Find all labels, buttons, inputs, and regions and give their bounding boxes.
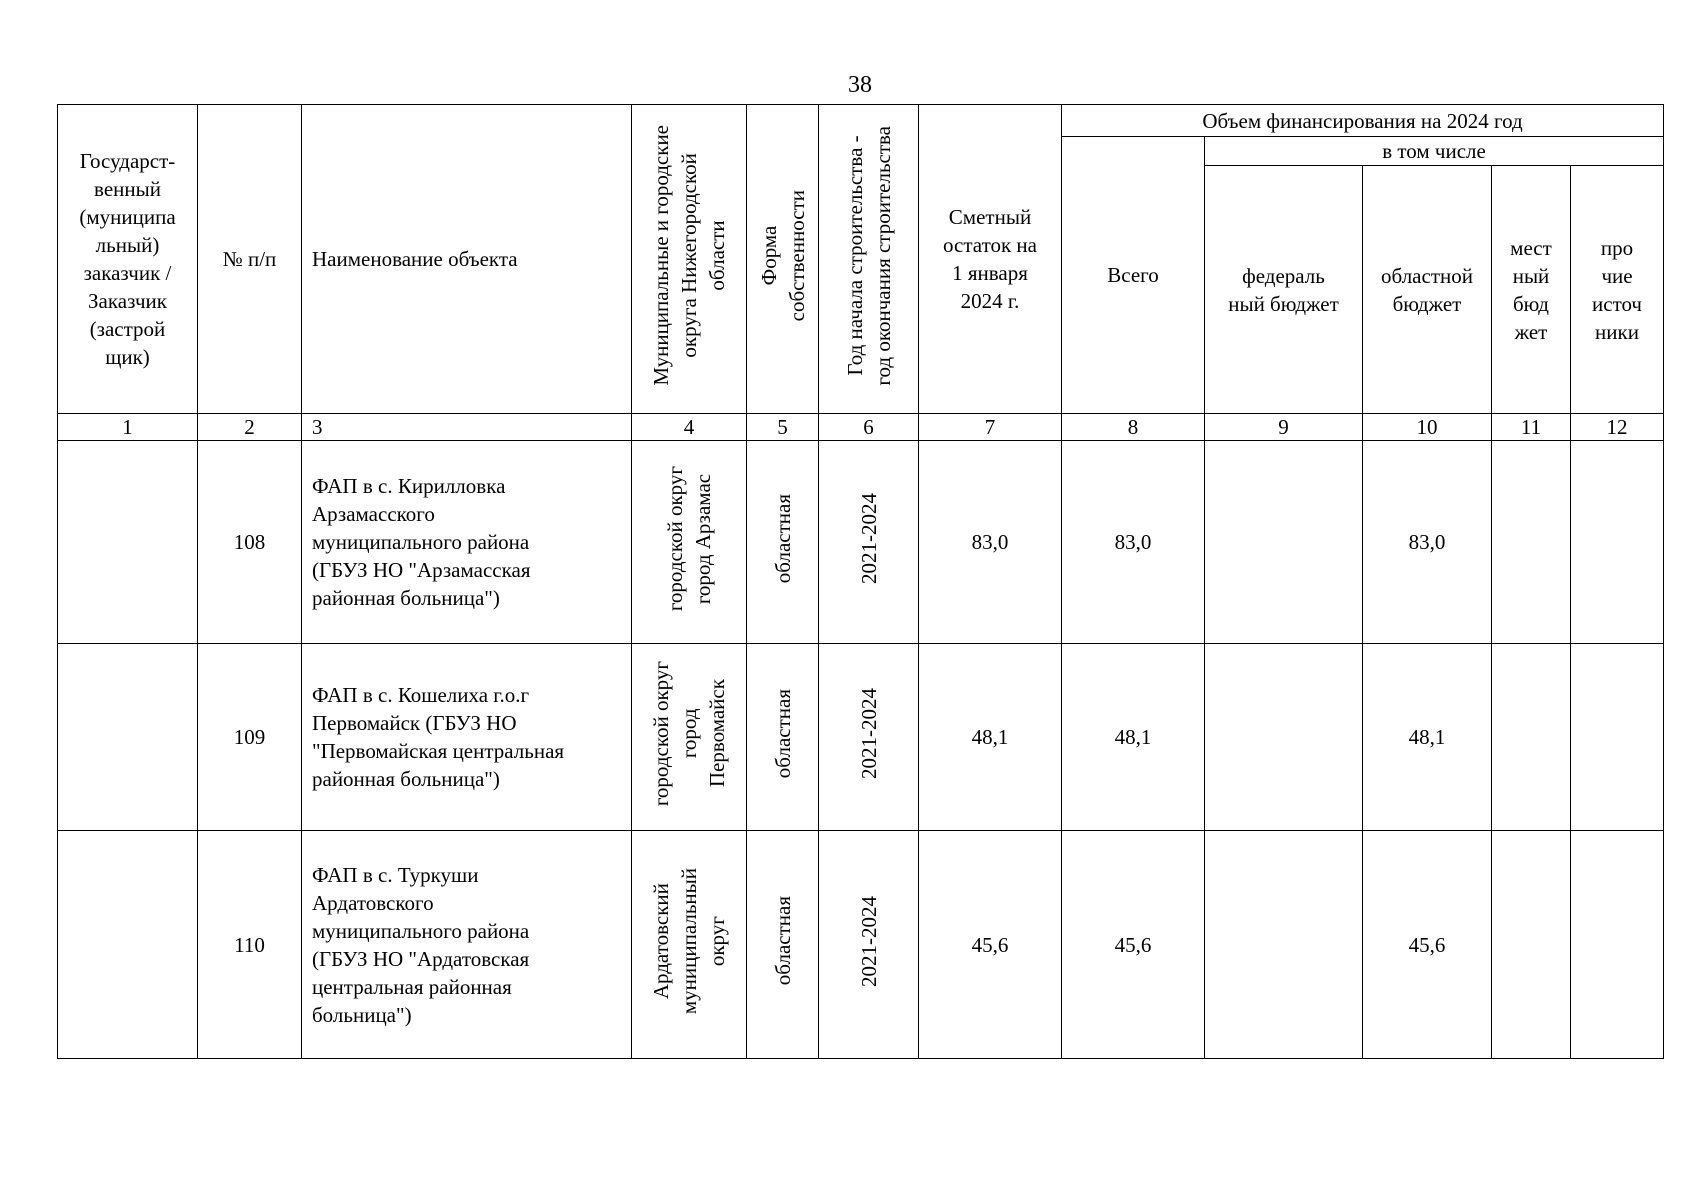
- cell-balance: 45,6: [919, 831, 1062, 1059]
- cell-municipality-text: городской округ город Арзамас: [663, 465, 715, 612]
- cell-object-name: ФАП в с. Кирилловка Арзамасского муниципального района (ГБУЗ НО "Арзамасская районная больница"): [302, 441, 632, 644]
- col-num-5: 5: [747, 414, 819, 441]
- cell-other: [1571, 441, 1664, 644]
- col-num-7: 7: [919, 414, 1062, 441]
- col-num-10: 10: [1363, 414, 1492, 441]
- header-regional: областной бюджет: [1363, 166, 1492, 414]
- cell-balance: 83,0: [919, 441, 1062, 644]
- header-row-1: [58, 105, 1664, 137]
- col-num-6: 6: [819, 414, 919, 441]
- header-customer: Государст- венный (муниципа льный) заказчик / Заказчик (застрой щик): [58, 105, 198, 414]
- cell-ownership: [747, 441, 819, 644]
- col-num-2: 2: [198, 414, 302, 441]
- cell-ownership: [747, 831, 819, 1059]
- cell-number: 109: [198, 644, 302, 831]
- cell-municipality-text: Ардатовский муниципальный округ: [649, 867, 729, 1015]
- cell-local: [1492, 441, 1571, 644]
- column-numbers-row: [58, 414, 1664, 441]
- cell-customer: [58, 441, 198, 644]
- cell-total: 83,0: [1062, 441, 1205, 644]
- header-ownership: [747, 105, 819, 414]
- cell-federal: [1205, 831, 1363, 1059]
- header-years: [819, 105, 919, 414]
- cell-ownership: [747, 644, 819, 831]
- cell-number: 108: [198, 441, 302, 644]
- cell-local: [1492, 644, 1571, 831]
- cell-other: [1571, 644, 1664, 831]
- header-number: № п/п: [198, 105, 302, 414]
- cell-balance: 48,1: [919, 644, 1062, 831]
- col-num-4: 4: [632, 414, 747, 441]
- header-other: про чие источ ники: [1571, 166, 1664, 414]
- cell-ownership-text: областная: [770, 493, 795, 584]
- cell-years-text: 2021-2024: [856, 895, 881, 987]
- cell-years: [819, 441, 919, 644]
- table-row: [58, 441, 1664, 644]
- header-municipality: [632, 105, 747, 414]
- cell-municipality: [632, 831, 747, 1059]
- header-years-text: Год начала строительства - год окончания строительства: [842, 125, 895, 386]
- header-total: Всего: [1062, 137, 1205, 414]
- page-number: 38: [848, 72, 872, 98]
- header-financing: Объем финансирования на 2024 год: [1062, 105, 1664, 137]
- header-including: в том числе: [1205, 137, 1664, 166]
- header-municipality-text: Муниципальные и городские округа Нижегородской области: [649, 125, 729, 386]
- cell-number: 110: [198, 831, 302, 1059]
- table-row: [58, 644, 1664, 831]
- cell-years: [819, 831, 919, 1059]
- cell-object-name: ФАП в с. Туркуши Ардатовского муниципального района (ГБУЗ НО "Ардатовская центральная районная больница"): [302, 831, 632, 1059]
- cell-customer: [58, 831, 198, 1059]
- cell-years-text: 2021-2024: [856, 493, 881, 584]
- col-num-8: 8: [1062, 414, 1205, 441]
- header-object-name: Наименование объекта: [302, 105, 632, 414]
- cell-municipality: [632, 441, 747, 644]
- cell-years: [819, 644, 919, 831]
- header-balance: Сметный остаток на 1 января 2024 г.: [919, 105, 1062, 414]
- cell-municipality-text: городской округ город Первомайск: [649, 660, 729, 807]
- cell-regional: 48,1: [1363, 644, 1492, 831]
- col-num-11: 11: [1492, 414, 1571, 441]
- col-num-3: 3: [302, 414, 632, 441]
- table-row: [58, 831, 1664, 1059]
- cell-years-text: 2021-2024: [856, 688, 881, 779]
- col-num-12: 12: [1571, 414, 1664, 441]
- col-num-1: 1: [58, 414, 198, 441]
- cell-municipality: [632, 644, 747, 831]
- header-federal: федераль ный бюджет: [1205, 166, 1363, 414]
- cell-federal: [1205, 441, 1363, 644]
- header-local: мест ный бюд жет: [1492, 166, 1571, 414]
- col-num-9: 9: [1205, 414, 1363, 441]
- cell-other: [1571, 831, 1664, 1059]
- cell-object-name: ФАП в с. Кошелиха г.о.г Первомайск (ГБУЗ НО "Первомайская центральная районная больница"): [302, 644, 632, 831]
- cell-regional: 83,0: [1363, 441, 1492, 644]
- header-ownership-text: Форма собственности: [756, 189, 809, 322]
- cell-customer: [58, 644, 198, 831]
- cell-regional: 45,6: [1363, 831, 1492, 1059]
- cell-ownership-text: областная: [770, 688, 795, 779]
- cell-ownership-text: областная: [770, 896, 795, 986]
- financing-table: [57, 104, 1664, 1059]
- cell-total: 48,1: [1062, 644, 1205, 831]
- cell-local: [1492, 831, 1571, 1059]
- cell-federal: [1205, 644, 1363, 831]
- cell-total: 45,6: [1062, 831, 1205, 1059]
